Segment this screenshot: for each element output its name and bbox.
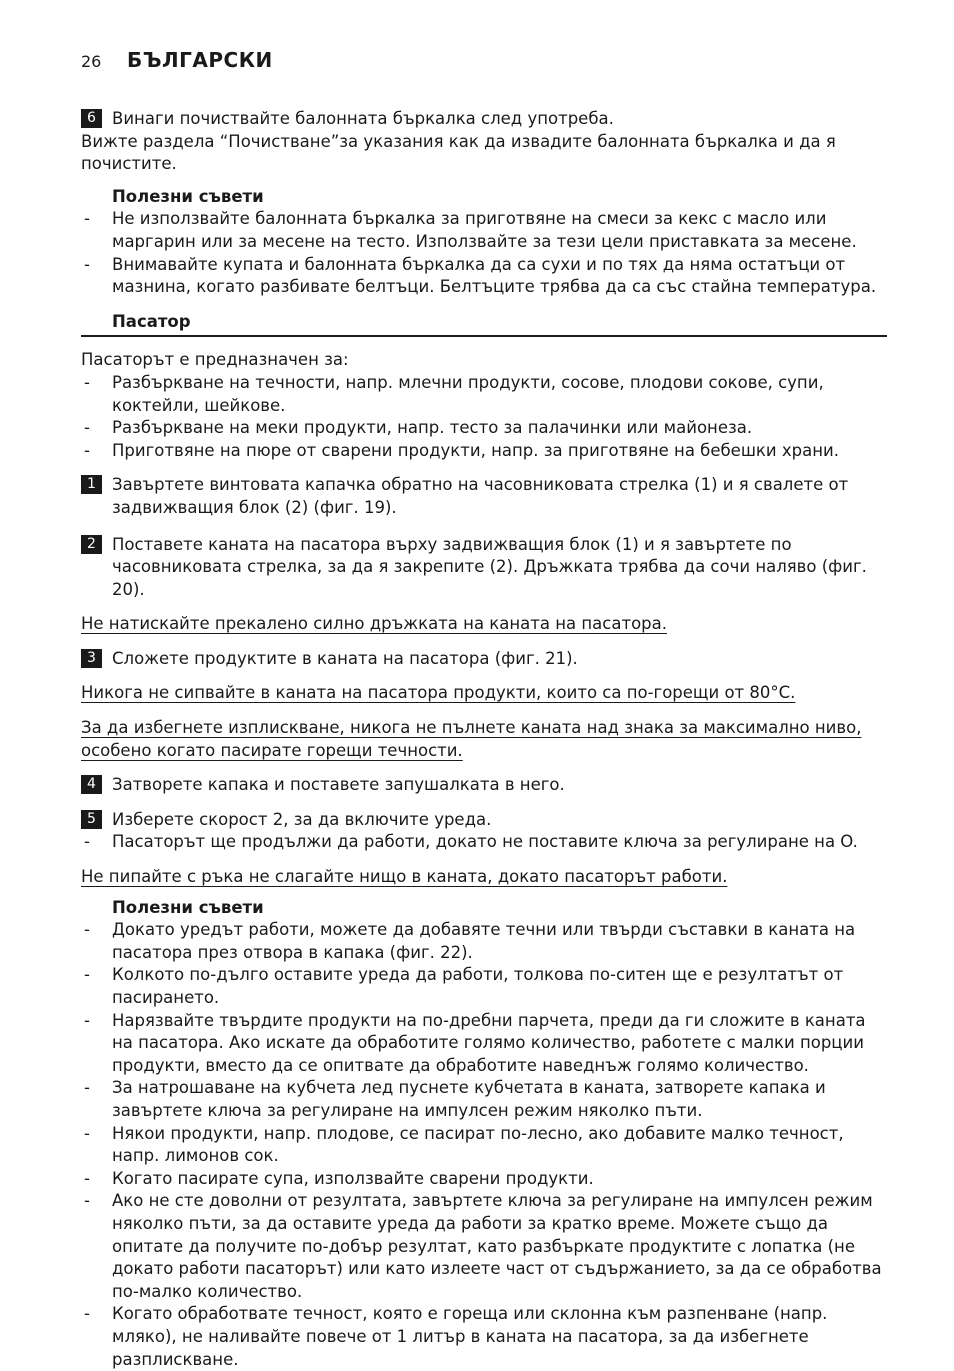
tips-heading: Полезни съвети [112,186,264,206]
list-item: - Когато обработвате течност, която е гореща или склонна към разпенване (напр. мляко), не наливайте повече от 1 литър в каната на пасатора, за да избегнете разплискване. [81,1303,887,1371]
uses-list [81,372,887,462]
step-3 [81,648,887,671]
list-item: - Ако не сте доволни от резултата, завъртете ключа за регулиране на импулсен режим няколко пъти, за да оставите уреда да работи за кратко време. Можете също да опитате да получите по-добър резултат, като разбъркате продуктите с лопатка (не докато работи пасаторът) или като излеете част от съдържанието, за да се обработва по-малко количество. [81,1190,887,1303]
step-number-badge: 3 [81,649,102,668]
step-1 [81,474,887,519]
list-item: - Разбъркване на течности, напр. млечни продукти, сосове, плодови сокове, супи, коктейли, шейкове. [81,372,887,417]
list-item: - Докато уредът работи, можете да добавяте течни или твърди съставки в каната на пасатора през отвора в капака (фиг. 22). [81,919,887,964]
list-item: - За натрошаване на кубчета лед пуснете кубчетата в каната, затворете капака и завъртете ключа за регулиране на импулсен режим няколко пъти. [81,1077,887,1122]
section-title: Пасатор [81,311,887,338]
list-item: - Не използвайте балонната бъркалка за приготвяне на смеси за кекс с масло или маргарин или за месене на тесто. Използвайте за тези цели приставката за месене. [81,208,887,253]
step-5-note-list [81,831,887,854]
warning: Не натискайте прекалено силно дръжката на каната на пасатора. [81,614,667,634]
step-6-note: Вижте раздела “Почистване”за указания как да извадите балонната бъркалка и да я почистите. [81,131,836,174]
list-item: - Някои продукти, напр. плодове, се пасират по-лесно, ако добавите малко течност, напр. лимонов сок. [81,1123,887,1168]
step-5 [81,809,887,832]
step-number-badge: 1 [81,475,102,494]
step-number-badge: 4 [81,775,102,794]
step-number-badge: 2 [81,535,102,554]
warning: Не пипайте с ръка не слагайте нищо в каната, докато пасаторът работи. [81,867,728,887]
step-text: Изберете скорост 2, за да включите уреда. [112,809,492,829]
list-item: - Когато пасирате супа, използвайте сварени продукти. [81,1168,887,1191]
list-item: - Нарязвайте твърдите продукти на по-дребни парчета, преди да ги сложите в каната на пасатора. Ако искате да обработите голямо количество, работете с малки порции продукти, вместо да се опитвате да обработите наведнъж голямо количество. [81,1010,887,1078]
page-number: 26 [81,52,102,71]
page-language-title: БЪЛГАРСКИ [127,48,273,72]
list-item: - Колкото по-дълго оставите уреда да работи, толкова по-ситен ще е резултатът от пасирането. [81,964,887,1009]
step-text: Затворете капака и поставете запушалката в него. [112,775,565,795]
step-text: Завъртете винтовата капачка обратно на часовниковата стрелка (1) и я свалете от задвижващия блок (2) (фиг. 19). [112,475,849,517]
step-6 [81,108,887,131]
list-item: - Внимавайте купата и балонната бъркалка да са сухи и по тях да няма остатъци от мазнина, когато разбивате белтъци. Белтъците трябва да са със стайна температура. [81,254,887,299]
step-text: Сложете продуктите в каната на пасатора (фиг. 21). [112,648,578,668]
list-item: - Разбъркване на меки продукти, напр. тесто за палачинки или майонеза. [81,417,887,440]
step-number-badge: 6 [81,109,102,128]
page-content [81,108,887,1371]
tips-list [81,919,887,1371]
step-text: Винаги почиствайте балонната бъркалка след употреба. [112,109,614,128]
intro-text: Пасаторът е предназначен за: [81,350,349,370]
step-2 [81,534,887,602]
list-item: - Пасаторът ще продължи да работи, докато не поставите ключа за регулиране на O. [81,831,887,854]
tips-list [81,208,887,298]
tips-heading: Полезни съвети [112,897,264,917]
list-item: - Приготвяне на пюре от сварени продукти, напр. за приготвяне на бебешки храни. [81,440,887,463]
step-text: Поставете каната на пасатора върху задвижващия блок (1) и я завъртете по часовниковата стрелка, за да я закрепите (2). Дръжката трябва да сочи наляво (фиг. 20). [112,534,867,599]
warning: Никога не сипвайте в каната на пасатора продукти, които са по-горещи от 80°C. [81,683,796,703]
step-number-badge: 5 [81,810,102,829]
warning: За да избегнете изплискване, никога не пълнете каната над знака за максимално ниво, особено когато пасирате горещи течности. [81,718,862,760]
step-4 [81,774,887,797]
